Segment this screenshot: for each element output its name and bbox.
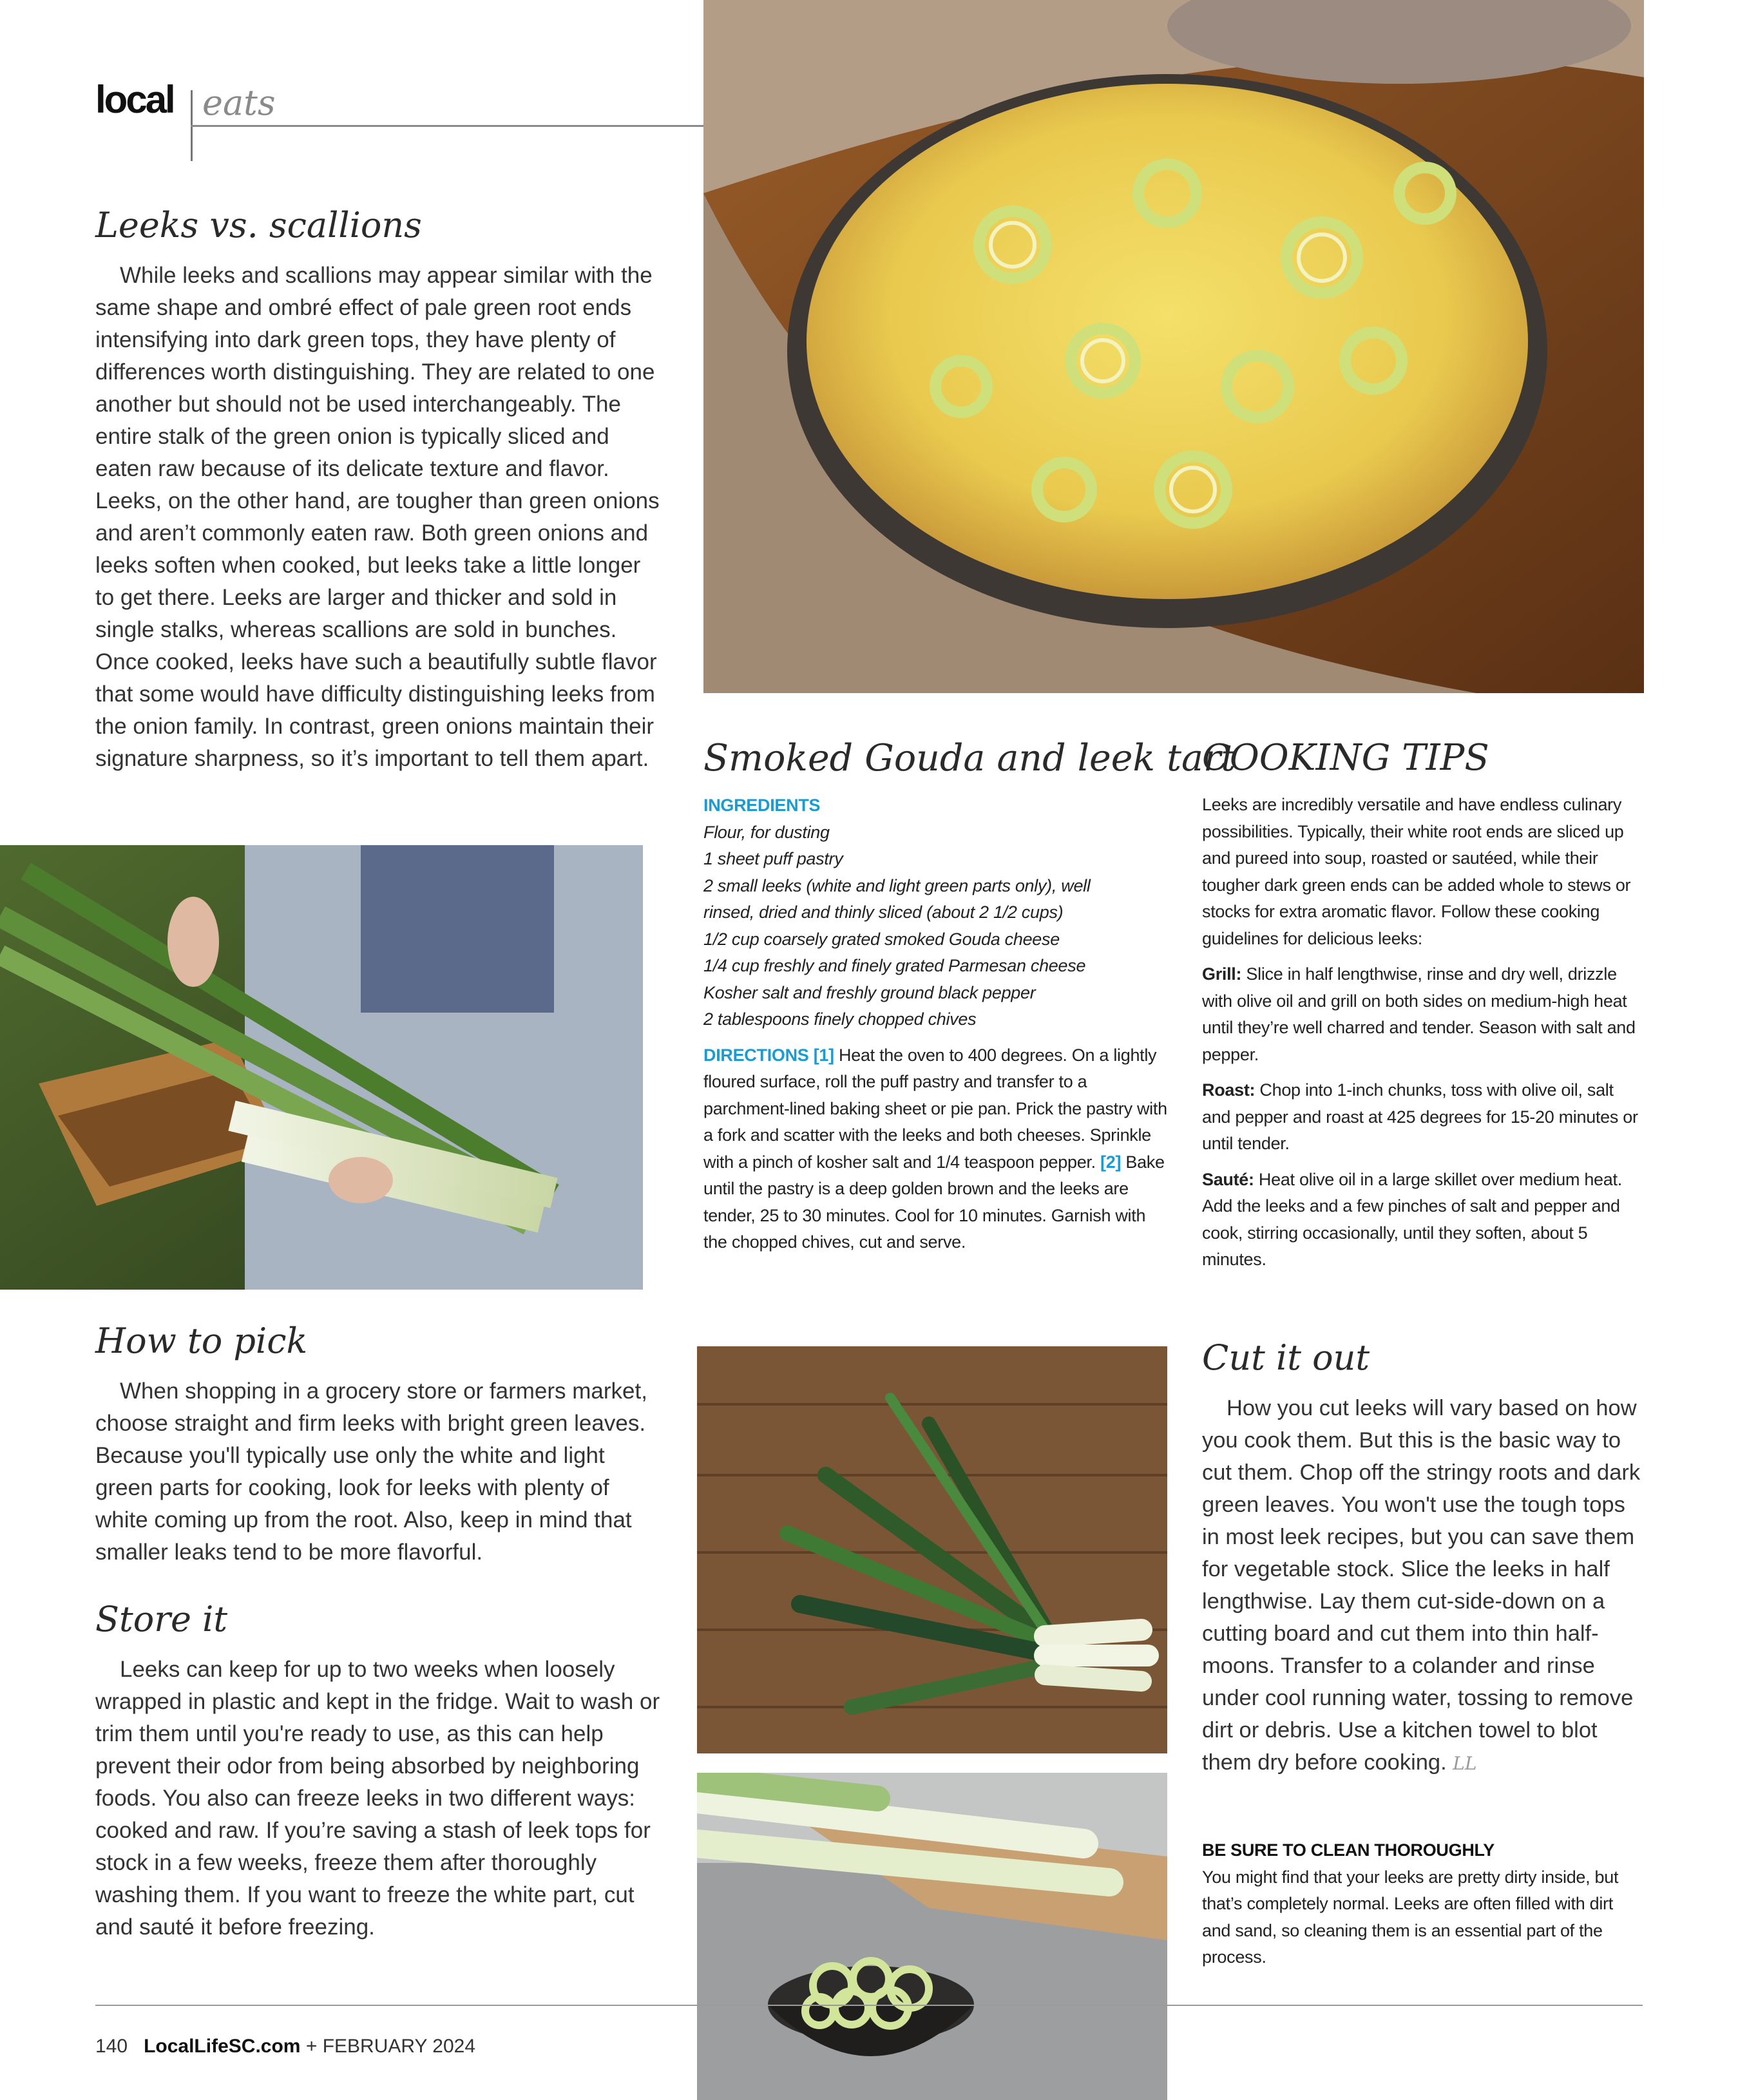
clean-sidebar xyxy=(1202,1837,1627,1971)
directions-block xyxy=(703,1042,1167,1256)
store-it-section xyxy=(95,1599,662,1943)
ingredient-item: 1 sheet puff pastry xyxy=(703,849,843,868)
step-marker: [2] xyxy=(1100,1152,1122,1172)
clean-title: BE SURE TO CLEAN THOROUGHLY xyxy=(1202,1840,1494,1860)
tip-text: Chop into 1-inch chunks, toss with olive oil, salt and pepper and roast at 425 degrees for 15-20 minutes or until tender. xyxy=(1202,1080,1638,1153)
cooking-tips-section xyxy=(1202,737,1647,1283)
ingredient-item: 2 tablespoons finely chopped chives xyxy=(703,1009,977,1029)
ingredient-item: Kosher salt and freshly ground black pepper xyxy=(703,982,1036,1002)
photo-sliced-leeks-bowl xyxy=(697,1773,1167,2100)
body-text: When shopping in a grocery store or farmers market, choose straight and firm leeks with bright green leaves. Because you'll typically use only the white and light green parts for cooking, look for leeks with plenty of white coming up from the root. Also, keep in mind that smaller leaks tend to be more flavorful. xyxy=(95,1379,647,1565)
step-marker: [1] xyxy=(813,1045,834,1065)
author-signoff: LL xyxy=(1453,1753,1477,1774)
body-text: Leeks can keep for up to two weeks when loosely wrapped in plastic and kept in the fridge. Wait to wash or trim them until you're ready to use, as this can help prevent their odor from being absorbed by neighboring foods. You also can freeze leeks in two different ways: cooked and raw. If you’re saving a stash of leek tops for stock in a few weeks, freeze them after thoroughly washing them. If you want to freeze the white part, cut and sauté it before freezing. xyxy=(95,1657,660,1940)
tip-label: Grill: xyxy=(1202,964,1242,984)
photo-holding-leeks xyxy=(0,845,643,1290)
clean-text: You might find that your leeks are pretty dirty inside, but that’s completely normal. Leeks are often filled with dirt and sand, so cleaning them is an essential part of the process. xyxy=(1202,1867,1619,1967)
section-heading: How to pick xyxy=(95,1321,308,1361)
photo-leek-tart xyxy=(703,0,1644,693)
body-text-content: How you cut leeks will vary based on how you cook them. But this is the basic way to cut them. Chop off the stringy roots and dark green leaves. You won't use the tough tops in most leek recipes, but you can save them for vegetable stock. Slice the leeks in half lengthwise. Lay them cut-side-down on a cutting board and cut them into thin half-moons. Transfer to a colander and rinse under cool running water, tossing to remove dirt or debris. Use a kitchen towel to blot them dry before cooking. xyxy=(1202,1396,1641,1775)
footer-rule xyxy=(95,2005,1643,2006)
header-rule xyxy=(191,125,705,127)
tip-roast xyxy=(1202,1077,1647,1158)
tip-label: Sauté: xyxy=(1202,1169,1254,1189)
leeks-vs-scallions-section xyxy=(95,205,662,775)
tip-grill xyxy=(1202,961,1647,1068)
tip-saute xyxy=(1202,1167,1647,1274)
ingredient-item: 1/4 cup freshly and finely grated Parmesan cheese xyxy=(703,956,1086,975)
tips-intro: Leeks are incredibly versatile and have endless culinary possibilities. Typically, their white root ends are sliced up and pureed into soup, roasted or sautéed, while their tougher dark green ends can be added whole to stews or stocks for extra aromatic flavor. Follow these cooking guidelines for delicious leeks: xyxy=(1202,795,1631,948)
ingredients-label: INGREDIENTS xyxy=(703,796,821,815)
ingredient-item: 1/2 cup coarsely grated smoked Gouda cheese xyxy=(703,929,1060,949)
ingredient-item: 2 small leeks (white and light green parts only), well xyxy=(703,875,1091,895)
page-number: 140 xyxy=(95,2036,128,2057)
footer-separator: + xyxy=(305,2036,318,2057)
tip-text: Heat olive oil in a large skillet over medium heat. Add the leeks and a few pinches of salt and pepper and cook, stirring occasionally, until they soften, about 5 minutes. xyxy=(1202,1169,1622,1269)
issue-date: FEBRUARY 2024 xyxy=(322,2036,476,2057)
recipe-title: Smoked Gouda and leek tart xyxy=(703,737,1236,779)
direction-step: Heat the oven to 400 degrees. On a lightly floured surface, roll the puff pastry and transfer to a parchment-lined baking sheet or pie pan. Prick the pastry with a fork and scatter with the leeks and both cheeses. Sprinkle with a pinch of kosher salt and 1/4 teaspoon pepper. xyxy=(703,1045,1167,1172)
page-footer xyxy=(95,2036,475,2057)
section-heading: Leeks vs. scallions xyxy=(95,205,422,245)
section-heading: Cut it out xyxy=(1202,1337,1370,1378)
section-heading: Store it xyxy=(95,1599,228,1639)
ingredients-block xyxy=(703,792,1167,1033)
website-link[interactable]: LocalLifeSC.com xyxy=(144,2036,301,2057)
tip-label: Roast: xyxy=(1202,1080,1256,1100)
how-to-pick-section xyxy=(95,1321,662,1569)
ingredient-item: rinsed, dried and thinly sliced (about 2 1/2 cups) xyxy=(703,902,1064,922)
directions-label: DIRECTIONS xyxy=(703,1045,809,1065)
ingredient-item: Flour, for dusting xyxy=(703,822,830,842)
cooking-tips-title: COOKING TIPS xyxy=(1202,737,1489,779)
section-label: eats xyxy=(202,82,276,123)
photo-leeks-on-wood xyxy=(697,1346,1167,1753)
ingredients-list xyxy=(703,819,1167,1033)
cut-it-out-section xyxy=(1202,1337,1647,1780)
brand-logo: local xyxy=(95,78,174,121)
body-text xyxy=(1202,1392,1647,1780)
direction-step: Bake until the pastry is a deep golden brown and the leeks are tender, 25 to 30 minutes. Cool for 10 minutes. Garnish with the chopped chives, cut and serve. xyxy=(703,1152,1165,1252)
body-text: While leeks and scallions may appear similar with the same shape and ombré effect of pale green root ends intensifying into dark green tops, they have plenty of differences worth distinguishing. They are related to one another but should not be used interchangeably. The entire stalk of the green onion is typically sliced and eaten raw because of its delicate texture and flavor. Leeks, on the other hand, are tougher than green onions and aren’t commonly eaten raw. Both green onions and leeks soften when cooked, but leeks take a little longer to get there. Leeks are larger and thicker and sold in single stalks, whereas scallions are sold in bunches. Once cooked, leeks have such a beautifully subtle flavor that some would have difficulty distinguishing leeks from the onion family. In contrast, green onions maintain their signature sharpness, so it’s important to tell them apart. xyxy=(95,263,660,771)
tip-text: Slice in half lengthwise, rinse and dry well, drizzle with olive oil and grill on both sides on medium-high heat until they’re well charred and tender. Season with salt and pepper. xyxy=(1202,964,1636,1064)
